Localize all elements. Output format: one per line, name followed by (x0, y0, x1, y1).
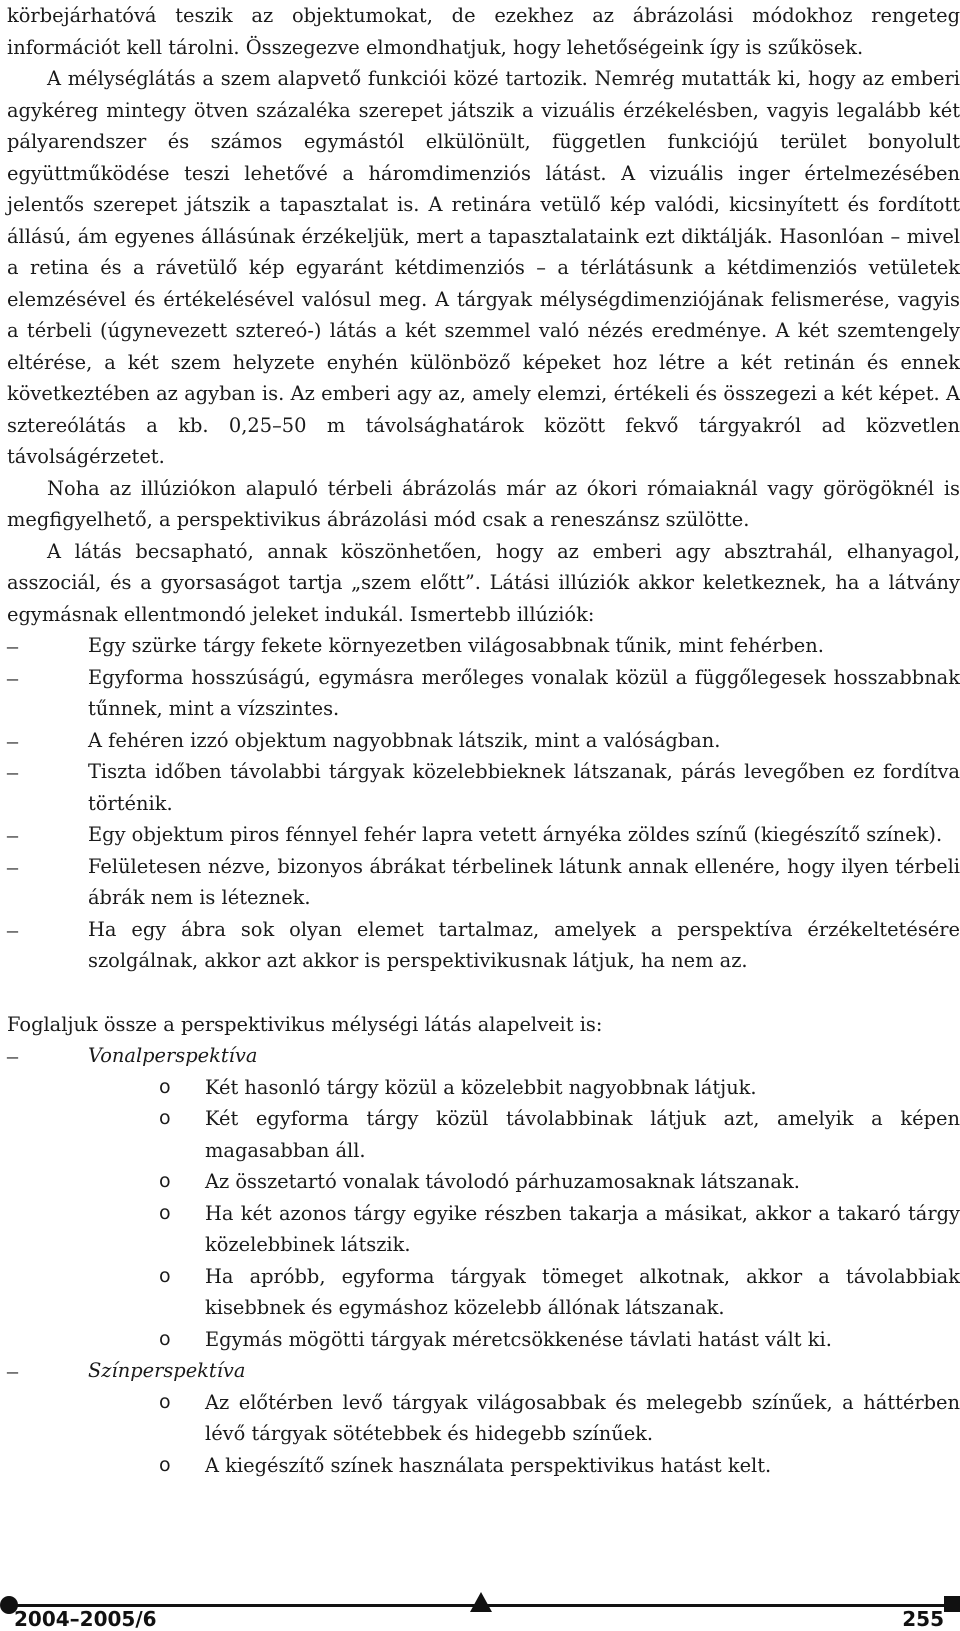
paragraph-intro: körbejárhatóvá teszik az objektumokat, de ezekhez az ábrázolási módokhoz rengeteg információt kell tárolni. Összegezve elmondhatjuk, hogy lehetőségeink így is szűkösek. (7, 4, 960, 59)
triangle-ornament-icon (470, 1592, 492, 1612)
list-item: – Felületesen nézve, bizonyos ábrákat térbelinek látunk annak ellenére, hogy ilyen térbeli ábrák nem is léteznek. (7, 851, 960, 914)
paragraph-perspective-history: Noha az illúziókon alapuló térbeli ábrázolás már az ókori rómaiaknál vagy görögöknél is megfigyelhető, a perspektivikus ábrázolási mód csak a reneszánsz szülötte. (7, 476, 960, 531)
list-item: o Az összetartó vonalak távolodó párhuzamosaknak látszanak. (7, 1166, 960, 1198)
linear-perspective-section (7, 1040, 960, 1355)
list-item: o Az előtérben levő tárgyak világosabbak és melegebb színűek, a háttérben lévő tárgyak sötétebbek és hidegebb színűek. (7, 1387, 960, 1450)
color-perspective-section (7, 1355, 960, 1481)
article-body (7, 0, 960, 1481)
section-spacer (7, 977, 960, 1009)
list-item: – Egyforma hosszúságú, egymásra merőleges vonalak közül a függőlegesek hosszabbnak tűnnek, mint a vízszintes. (7, 662, 960, 725)
illusions-list (7, 630, 960, 977)
page-number: 255 (902, 1607, 944, 1631)
list-item: – A fehéren izzó objektum nagyobbnak látszik, mint a valóságban. (7, 725, 960, 757)
color-perspective-heading: Színperspektíva (88, 1359, 246, 1382)
issue-number: 2004–2005/6 (14, 1607, 157, 1631)
linear-perspective-heading: Vonalperspektíva (88, 1044, 258, 1067)
list-item: o Egymás mögötti tárgyak méretcsökkenése távlati hatást vált ki. (7, 1324, 960, 1356)
paragraph-depth-perception: A mélységlátás a szem alapvető funkciói közé tartozik. Nemrég mutatták ki, hogy az emberi agykéreg mintegy ötven százaléka szerepet játszik a vizuális érzékelésben, vagyis legalább két pályarendszer és számos egymástól elkülönült, független funkciójú terület bonyolult együttműködése teszi lehetővé a háromdimenziós látást. A vizuális inger értelmezésében jelentős szerepet játszik a tapasztalat is. A retinára vetülő kép valódi, kicsinyített és fordított állású, ám egyenes állásúnak érzékeljük, mert a tapasztalataink ezt diktálják. Hasonlóan – mivel a retina és a rávetülő kép egyaránt kétdimenziós – a térlátásunk a kétdimenziós vetületek elemzésével és értékelésével valósul meg. A tárgyak mélységdimenziójának felismerése, vagyis a térbeli (úgynevezett sztereó-) látás a két szemmel való nézés eredménye. A két szemtengely eltérése, a két szem helyzete enyhén különböző képeket hoz létre a két retinán és ennek következtében az agyban is. Az emberi agy az, amely elemzi, értékeli és összegezi a két képet. A sztereólátás a kb. 0,25–50 m távolsághatárok között fekvő tárgyakról ad közvetlen távolságérzetet. (7, 67, 960, 468)
linear-perspective-list (7, 1072, 960, 1356)
summary-intro: Foglaljuk össze a perspektivikus mélységi látás alapelveit is: (7, 1012, 603, 1036)
list-item: – Egy objektum piros fénnyel fehér lapra vetett árnyéka zöldes színű (kiegészítő színek). (7, 819, 960, 851)
list-item: o Ha két azonos tárgy egyike részben takarja a másikat, akkor a takaró tárgy közelebbinek látszik. (7, 1198, 960, 1261)
list-item: – Egy szürke tárgy fekete környezetben világosabbnak tűnik, mint fehérben. (7, 630, 960, 662)
list-item: o Két egyforma tárgy közül távolabbinak látjuk azt, amelyik a képen magasabban áll. (7, 1103, 960, 1166)
list-item: – Ha egy ábra sok olyan elemet tartalmaz, amelyek a perspektíva érzékeltetésére szolgálnak, akkor azt akkor is perspektivikusnak látjuk, ha nem az. (7, 914, 960, 977)
list-item: o Két hasonló tárgy közül a közelebbit nagyobbnak látjuk. (7, 1072, 960, 1104)
page-footer (0, 1582, 960, 1630)
color-perspective-list (7, 1387, 960, 1482)
list-item: o A kiegészítő színek használata perspektivikus hatást kelt. (7, 1450, 960, 1482)
paragraph-illusions-intro: A látás becsapható, annak köszönhetően, hogy az emberi agy absztrahál, elhanyagol, asszociál, és a gyorsaságot tartja „szem előtt”. Látási illúziók akkor keletkeznek, ha a látvány egymásnak ellentmondó jeleket indukál. Ismertebb illúziók: (7, 539, 960, 626)
perspective-list (7, 1040, 960, 1481)
square-ornament-icon (944, 1596, 960, 1612)
list-item: o Ha apróbb, egyforma tárgyak tömeget alkotnak, akkor a távolabbiak kisebbnek és egymáshoz közelebb állónak látszanak. (7, 1261, 960, 1324)
list-item: – Tiszta időben távolabbi tárgyak közelebbieknek látszanak, párás levegőben ez fordítva történik. (7, 756, 960, 819)
